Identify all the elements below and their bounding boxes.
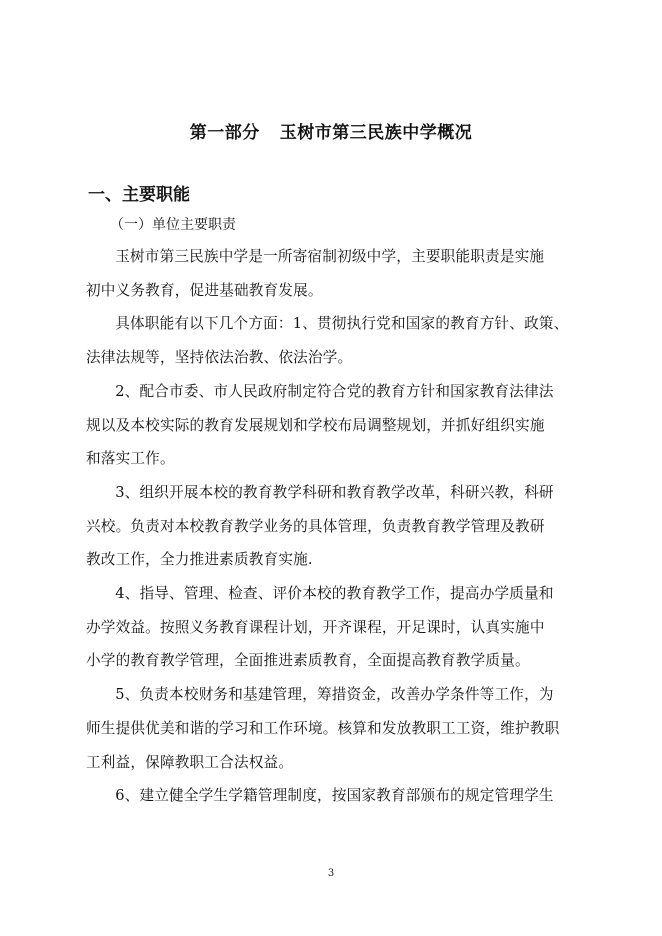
paragraph-line: 师生提供优美和谐的学习和工作环境。核算和发放教职工工资，维护教职: [86, 719, 560, 737]
paragraph-line: 工利益，保障教职工合法权益。: [86, 753, 294, 771]
paragraph: [86, 678, 578, 779]
paragraph-line: 6、建立健全学生学籍管理制度，按国家教育部颁布的规定管理学生: [115, 787, 554, 805]
paragraph-line: 教改工作，全力推进素质教育实施.: [86, 551, 313, 569]
paragraph: [86, 779, 578, 813]
paragraph-line: 办学效益。按照义务教育课程计划，开齐课程，开足课时，认真实施中: [86, 618, 545, 636]
paragraph-line: 3、组织开展本校的教育教学科研和教育教学改革，科研兴教，科研: [115, 483, 554, 501]
paragraph-line: 法律法规等，坚持依法治教、依法治学。: [86, 349, 353, 367]
paragraph-line: 具体职能有以下几个方面：1、贯彻执行党和国家的教育方针、政策、: [115, 315, 569, 333]
paragraph: [86, 240, 578, 307]
page-title: [0, 118, 662, 143]
paragraph-line: 玉树市第三民族中学是一所寄宿制初级中学，主要职能职责是实施: [115, 248, 545, 265]
page-number: 3: [327, 868, 335, 879]
document-body: [86, 240, 578, 813]
paragraph-line: 小学的教育教学管理，全面推进素质教育，全面提高教育教学质量。: [86, 652, 530, 670]
paragraph-line: 5、负责本校财务和基建管理，筹措资金，改善办学条件等工作，为: [115, 686, 554, 704]
subsection-heading: （一）单位主要职责: [110, 217, 236, 233]
paragraph: [86, 375, 578, 476]
paragraph-line: 规以及本校实际的教育发展规划和学校布局调整规划，并抓好组织实施: [86, 416, 545, 434]
paragraph-line: 和落实工作。: [86, 450, 175, 468]
paragraph: [86, 577, 578, 678]
paragraph-line: 2、配合市委、市人民政府制定符合党的教育方针和国家教育法律法: [115, 382, 554, 400]
paragraph: [86, 476, 578, 577]
paragraph-line: 兴校。负责对本校教育教学业务的具体管理，负责教育教学管理及教研: [86, 517, 545, 535]
title-name: 玉树市第三民族中学概况: [279, 123, 473, 143]
paragraph: [86, 307, 578, 374]
section-heading: 一、主要职能: [88, 185, 190, 205]
paragraph-line: 4、指导、管理、检查、评价本校的教育教学工作，提高办学质量和: [115, 585, 554, 603]
title-part: 第一部分: [189, 123, 260, 143]
paragraph-line: 初中义务教育，促进基础教育发展。: [86, 281, 323, 299]
